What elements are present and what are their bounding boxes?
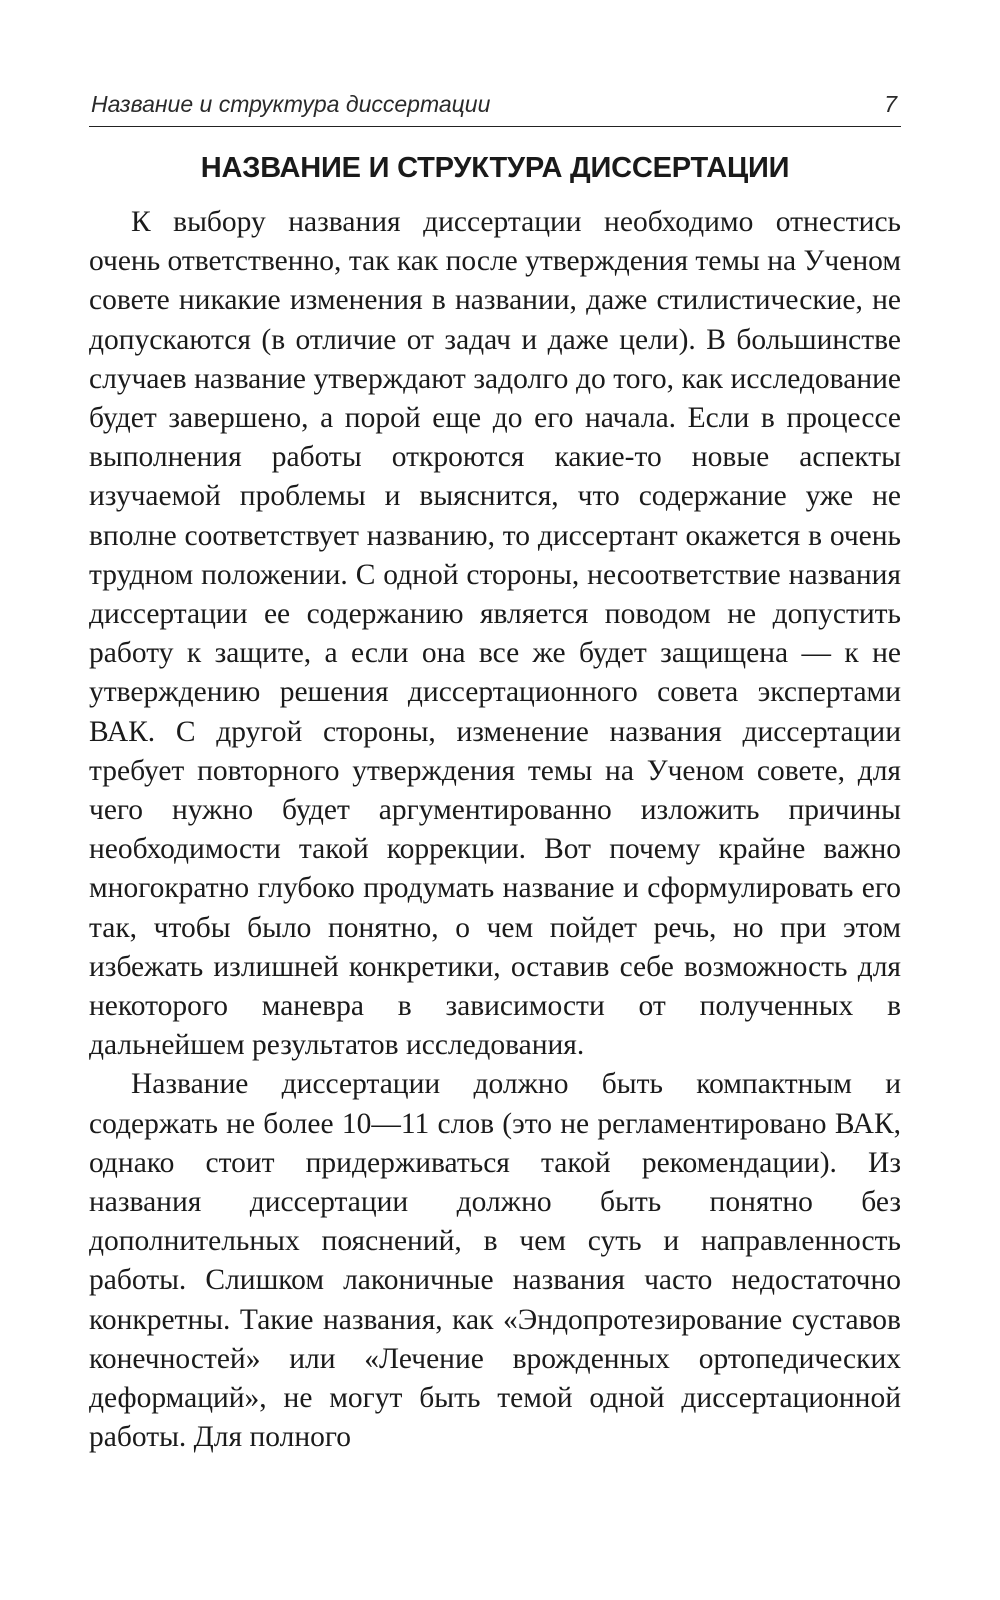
paragraph-1: К выбору названия диссертации необходимо отнестись очень ответственно, так как после утверждения темы на Ученом совете никакие изменения в названии, даже стилистические, не допускаются (в отличие от задач и даже цели). В большинстве случаев название утверждают задолго до того, как исследование будет завершено, а порой еще до его начала. Если в процессе выполнения работы откроются какие-то новые аспекты изучаемой проблемы и выяснится, что содержание уже не вполне соответствует названию, то диссертант окажется в очень трудном положении. С одной стороны, несоответствие названия диссертации ее содержанию является поводом не допустить работу к защите, а если она все же будет защищена — к не утверждению решения диссертационного совета экспертами ВАК. С другой стороны, изменение названия диссертации требует повторного утверждения темы на Ученом совете, для чего нужно будет аргументированно изложить причины необходимости такой коррекции. Вот почему крайне важно многократно глубоко продумать название и сформулировать его так, чтобы было понятно, о чем пойдет речь, но при этом избежать излишней конкретики, оставив себе возможность для некоторого маневра в зависимости от полученных в дальнейшем результатов исследования. bbox=[89, 206, 901, 1062]
book-page bbox=[89, 86, 901, 1458]
body-text bbox=[89, 203, 901, 1458]
section-title: НАЗВАНИЕ И СТРУКТУРА ДИССЕРТАЦИИ bbox=[200, 152, 790, 184]
running-head bbox=[89, 86, 901, 127]
paragraph-2: Название диссертации должно быть компактным и содержать не более 10—11 слов (это не регламентировано ВАК, однако стоит придерживаться такой рекомендации). Из названия диссертации должно быть понятно без дополнительных пояснений, в чем суть и направленность работы. Слишком лаконичные названия часто недостаточно конкретны. Такие названия, как «Эндопротезирование суставов конечностей» или «Лечение врожденных ортопедических деформаций», не могут быть темой одной диссертационной работы. Для полного bbox=[89, 1068, 901, 1454]
running-head-title: Название и структура диссертации bbox=[91, 91, 491, 117]
page-number: 7 bbox=[884, 91, 897, 117]
